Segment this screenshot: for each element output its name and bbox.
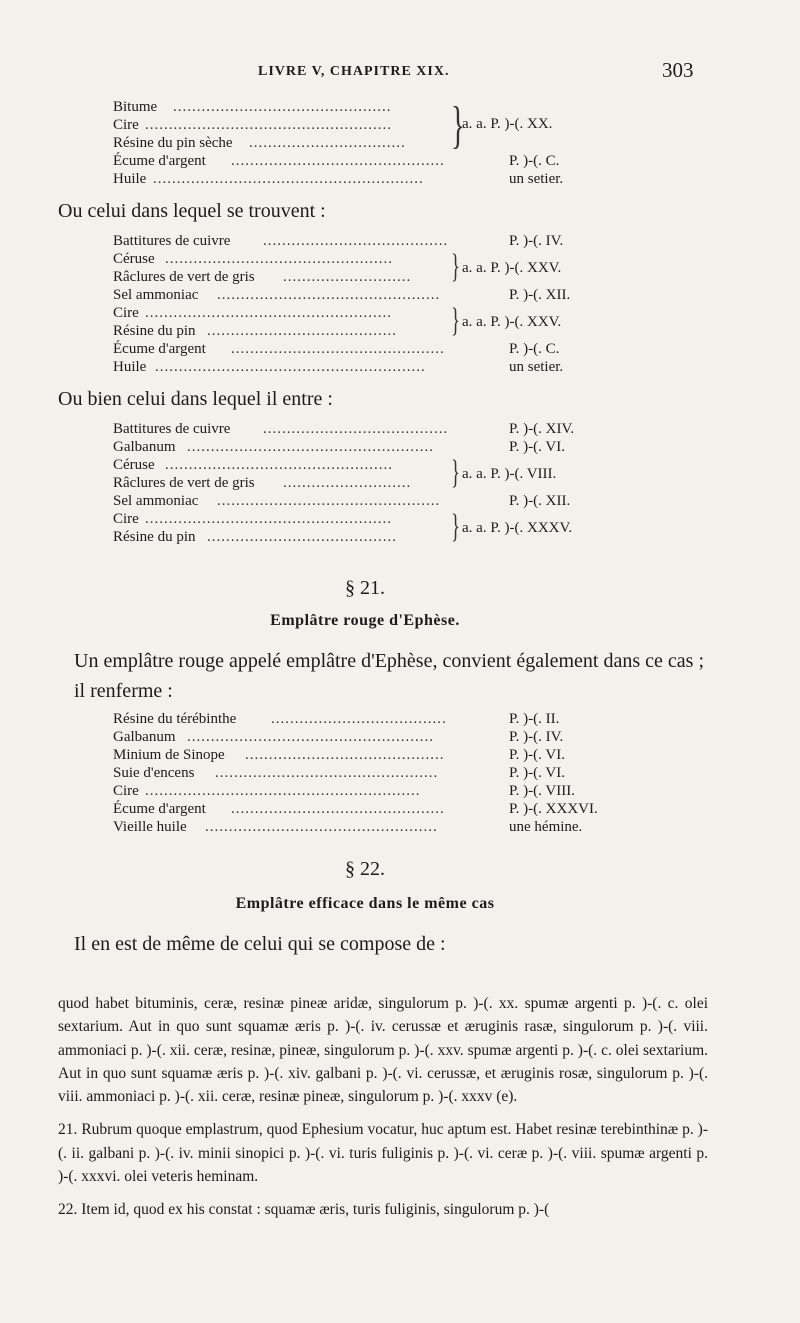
list-item: Râclures de vert de gris ........................... — [113, 475, 412, 491]
list-item: Écume d'argent ............................................. P. )-(. C. — [113, 341, 560, 357]
list-item: Cire .................................................... — [113, 117, 392, 133]
list-item: Minium de Sinope .......................................... P. )-(. VI. — [113, 747, 565, 763]
list-item: Résine du pin ........................................ — [113, 323, 397, 339]
list-item: Vieille huile ................................................. une hémine. — [113, 819, 583, 835]
latin-paragraph-3: 22. Item id, quod ex his constat : squamæ æris, turis fuliginis, singulorum p. )-( — [58, 1201, 550, 1219]
grouped-value: a. a. P. )-(. VIII. — [462, 466, 557, 482]
ingredient-list-2 — [113, 232, 613, 376]
list-item: Écume d'argent ............................................. P. )-(. XXXVI. — [113, 801, 598, 817]
ingredient-list-1 — [113, 98, 613, 188]
list-item: Galbanum .................................................... P. )-(. VI. — [113, 439, 565, 455]
list-item: Céruse ................................................ — [113, 251, 393, 267]
list-item: Cire .................................................... — [113, 305, 392, 321]
latin-paragraph-2: 21. Rubrum quoque emplastrum, quod Ephesium vocatur, huc aptum est. Habet resinæ terebinthinæ p. )-(. ii. galbani p. )-(. iv. minii sinopici p. )-(. vi. turis fuliginis p. )-(. vi. ceræ p. )-(. viii. spumæ argenti p. )-(. xxxvi. olei veteris heminam. — [58, 1121, 708, 1186]
grouped-value: a. a. P. )-(. XXV. — [462, 260, 562, 276]
list-item: Battitures de cuivre ....................................... P. )-(. XIV. — [113, 421, 575, 437]
list-item: Galbanum .................................................... P. )-(. IV. — [113, 729, 564, 745]
section-22-title: Emplâtre efficace dans le même cas — [235, 895, 495, 912]
list-item: Cire .................................................... — [113, 511, 392, 527]
list-item: Sel ammoniac ............................................... P. )-(. XII. — [113, 493, 571, 509]
latin-text — [58, 992, 708, 1232]
page-header — [0, 58, 800, 88]
section-22-number: § 22. — [345, 858, 385, 880]
ingredient-list-21 — [113, 710, 613, 836]
list-item: Râclures de vert de gris ........................... — [113, 269, 412, 285]
section-21-title: Emplâtre rouge d'Ephèse. — [270, 612, 460, 629]
latin-paragraph-1: quod habet bituminis, ceræ, resinæ pineæ aridæ, singulorum p. )-(. xx. spumæ argenti p. )-(. c. olei sextarium. Aut in quo sunt squamæ æris p. )-(. iv. cerussæ et æruginis rasæ, singulorum p. )-(. viii. ammoniaci p. )-(. xii. ceræ, resinæ, pineæ, singulorum p. )-(. xxv. spumæ argenti p. )-(. c. olei sextarium. Aut in quo sunt squamæ æris p. )-(. xiv. galbani p. )-(. vi. cerussæ, et æruginis rosæ, singulorum p. )-(. viii. ammoniaci p. )-(. xii. ceræ, resinæ pineæ, singulorum p. )-(. xxxv (e). — [58, 995, 708, 1106]
list-item: Cire .......................................................... P. )-(. VIII. — [113, 783, 575, 799]
list-item: Écume d'argent ............................................. P. )-(. C. — [113, 153, 560, 169]
list-item: Huile ......................................................... un setier. — [113, 359, 564, 375]
list-item: Résine du pin ........................................ — [113, 529, 397, 545]
brace: } — [451, 302, 460, 339]
list-item: Sel ammoniac ............................................... P. )-(. XII. — [113, 287, 571, 303]
ingredient-list-3 — [113, 420, 613, 546]
list-item: Huile ......................................................... un setier. — [113, 171, 564, 187]
list-item: Battitures de cuivre ....................................... P. )-(. IV. — [113, 233, 564, 249]
intro-line-3: Ou bien celui dans lequel il entre : — [58, 388, 333, 410]
brace: } — [451, 97, 465, 154]
running-title: LIVRE V, CHAPITRE XIX. — [258, 64, 450, 79]
brace: } — [451, 454, 460, 491]
brace: } — [451, 248, 460, 285]
intro-line-2: Ou celui dans lequel se trouvent : — [58, 200, 326, 222]
list-item: Suie d'encens ............................................... P. )-(. VI. — [113, 765, 565, 781]
list-item: Résine du pin sèche ................................. — [113, 135, 406, 151]
list-item: Bitume .............................................. — [113, 99, 392, 115]
grouped-value: a. a. P. )-(. XX. — [462, 116, 553, 132]
section-21-paragraph: Un emplâtre rouge appelé emplâtre d'Ephèse, convient également dans ce cas ; il renferme : — [74, 650, 704, 702]
brace: } — [451, 508, 460, 545]
grouped-value: a. a. P. )-(. XXXV. — [462, 520, 573, 536]
section-22-paragraph: Il en est de même de celui qui se compose de : — [74, 933, 446, 955]
section-21-number: § 21. — [345, 577, 385, 599]
grouped-value: a. a. P. )-(. XXV. — [462, 314, 562, 330]
page-number: 303 — [662, 58, 694, 82]
list-item: Céruse ................................................ — [113, 457, 393, 473]
list-item: Résine du térébinthe ..................................... P. )-(. II. — [113, 711, 560, 727]
